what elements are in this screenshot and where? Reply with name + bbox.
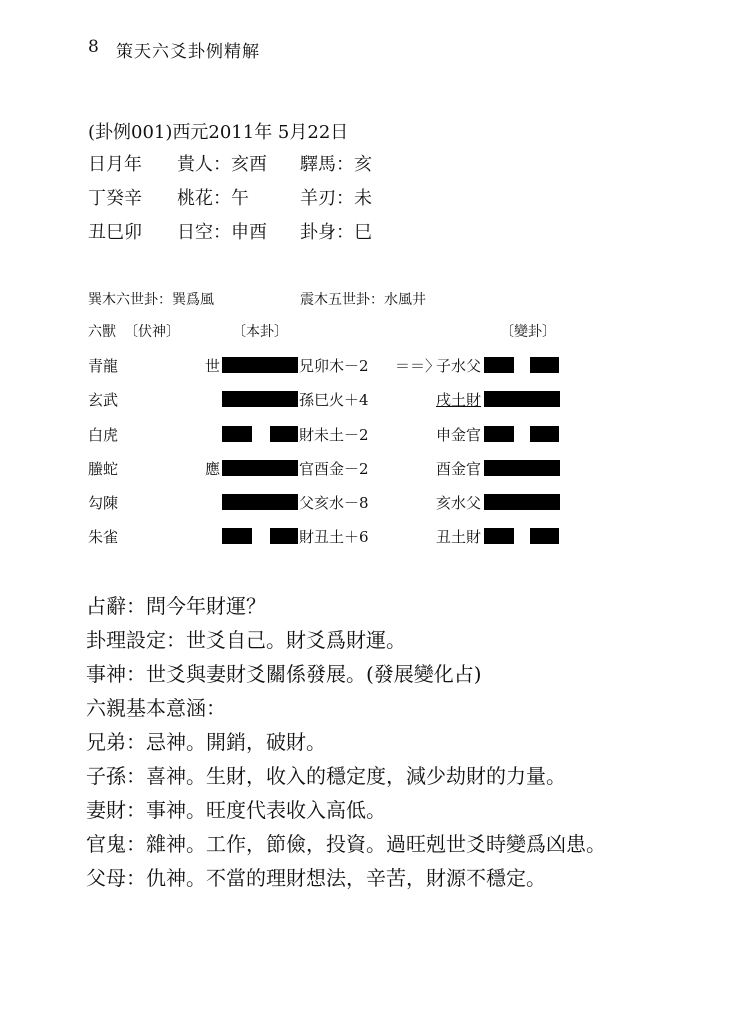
post-horse-info: 驛馬：亥 [300, 154, 372, 175]
beast-label: 青龍 [88, 357, 119, 375]
beast-label: 白虎 [88, 426, 119, 444]
book-title: 策天六爻卦例精解 [116, 42, 260, 62]
beast-label: 勾陳 [88, 494, 119, 512]
bian-yao-line [484, 494, 560, 510]
day-void-info: 日空：申酉 [177, 222, 267, 243]
header-hidden-spirit: 〔伏神〕 [124, 324, 180, 340]
ben-yao-line [222, 357, 298, 373]
ben-yao-line [270, 528, 298, 544]
ben-line-label: 財未土－2 [299, 426, 369, 444]
bian-yao-line [530, 357, 559, 373]
goat-blade-info: 羊刃：未 [300, 188, 372, 209]
ben-line-label: 父亥水－8 [299, 494, 369, 512]
wealth-paragraph: 妻財：事神。旺度代表收入高低。 [86, 798, 386, 822]
bian-line-label: 丑土財 [436, 528, 482, 546]
offspring-paragraph: 子孫：喜神。生財，收入的穩定度，減少劫財的力量。 [86, 764, 566, 788]
officer-paragraph: 官鬼：雜神。工作，節儉，投資。過旺剋世爻時變爲凶患。 [86, 832, 606, 856]
pillars-row-3: 丑巳卯 [88, 222, 142, 243]
gua-body-info: 卦身：巳 [300, 222, 372, 243]
beast-label: 玄武 [88, 391, 119, 409]
example-title: (卦例001)西元2011年 5月22日 [88, 122, 349, 143]
ben-yao-line [222, 494, 298, 510]
bian-yao-line [484, 391, 560, 407]
beast-label: 螣蛇 [88, 460, 119, 478]
parents-paragraph: 父母：仇神。不當的理財想法，辛苦，財源不穩定。 [86, 866, 546, 890]
setup-paragraph: 卦理設定：世爻自己。財爻爲財運。 [86, 628, 406, 652]
shi-marker: 世 [205, 357, 221, 375]
header-changed-hexagram: 〔變卦〕 [500, 324, 556, 340]
bian-yao-line [530, 426, 559, 442]
bian-yao-line [484, 528, 514, 544]
bian-line-label: 戌土財 [436, 391, 482, 409]
beast-label: 朱雀 [88, 528, 119, 546]
header-original-hexagram: 〔本卦〕 [232, 324, 288, 340]
pillars-row-2: 丁癸辛 [88, 188, 142, 209]
bian-yao-line [484, 357, 514, 373]
bian-line-label: 酉金官 [436, 460, 482, 478]
ben-yao-line [222, 391, 298, 407]
bian-yao-line [530, 528, 559, 544]
six-relatives-heading: 六親基本意涵： [86, 696, 226, 720]
change-arrow: ＝＝〉 [395, 357, 441, 375]
bian-line-label: 申金官 [436, 426, 482, 444]
ben-yao-line [270, 426, 298, 442]
ben-yao-line [222, 426, 252, 442]
ying-marker: 應 [205, 460, 221, 478]
header-six-beasts: 六獸 [88, 324, 116, 340]
ben-line-label: 官酉金－2 [299, 460, 369, 478]
bian-gua-name: 震木五世卦：水風井 [300, 292, 426, 308]
bian-yao-line [484, 426, 514, 442]
nobleman-info: 貴人：亥酉 [177, 154, 267, 175]
ben-line-label: 財丑土＋6 [299, 528, 369, 546]
pillars-row-1: 日月年 [88, 154, 142, 175]
ben-yao-line [222, 460, 298, 476]
peach-blossom-info: 桃花：午 [177, 188, 249, 209]
bian-line-label: 子水父 [436, 357, 482, 375]
page-number: 8 [88, 37, 100, 57]
ben-line-label: 兄卯木－2 [299, 357, 369, 375]
brothers-paragraph: 兄弟：忌神。開銷，破財。 [86, 730, 326, 754]
bian-yao-line [484, 460, 560, 476]
bian-line-label: 亥水父 [436, 494, 482, 512]
ben-yao-line [222, 528, 252, 544]
question-paragraph: 占辭：問今年財運？ [86, 594, 266, 618]
event-spirit-paragraph: 事神：世爻與妻財爻關係發展。(發展變化占) [86, 662, 482, 686]
ben-line-label: 孫巳火＋4 [299, 391, 369, 409]
ben-gua-name: 巽木六世卦：巽爲風 [88, 292, 214, 308]
